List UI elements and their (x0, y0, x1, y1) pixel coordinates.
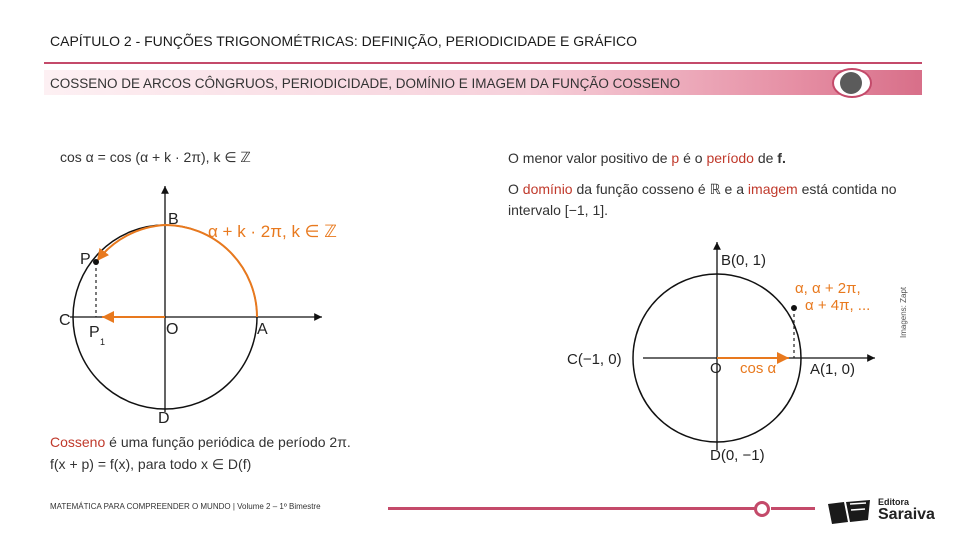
domain-text-a: O (508, 181, 523, 197)
subtitle-dot-decoration (840, 72, 862, 94)
footer-line-right (771, 507, 815, 510)
right-point (791, 305, 797, 311)
left-label-a: A (257, 321, 268, 338)
footer-text: MATEMÁTICA PARA COMPREENDER O MUNDO | Volume 2 – 1º Bimestre (50, 502, 321, 511)
left-label-b: B (168, 211, 179, 228)
period-text-a: O menor valor positivo de (508, 150, 672, 166)
right-angle-label-line1: α, α + 2π, (795, 280, 861, 297)
domain-text-c: está contida no intervalo [−1, 1]. (508, 181, 897, 218)
left-label-d: D (158, 410, 170, 427)
left-label-p: P (80, 251, 91, 268)
left-label-o: O (166, 321, 179, 338)
period-text-b: é o (679, 150, 707, 166)
period-f: f. (777, 150, 786, 166)
right-label-d: D(0, −1) (710, 447, 765, 464)
left-label-p1: P (89, 324, 100, 341)
chapter-title: CAPÍTULO 2 - FUNÇÕES TRIGONOMÉTRICAS: DEFINIÇÃO, PERIODICIDADE E GRÁFICO (50, 33, 638, 49)
left-arc-label: α + k · 2π, k ∈ ℤ (208, 222, 337, 241)
period-definition (508, 148, 786, 169)
publisher-logo (826, 494, 944, 528)
left-bottom-text (50, 431, 351, 475)
logo-saraiva: Saraiva (878, 506, 935, 523)
periodic-statement (50, 431, 351, 453)
left-unit-circle-figure (50, 182, 370, 462)
right-label-a: A(1, 0) (810, 361, 856, 378)
image-credit: Imagens: Zapt (899, 286, 908, 338)
left-point-p (93, 259, 99, 265)
right-unit-circle-figure (565, 238, 910, 468)
right-label-b: B(0, 1) (721, 252, 767, 269)
period-p: p (671, 150, 680, 166)
right-label-c: C(−1, 0) (567, 351, 622, 368)
book-icon (826, 496, 872, 526)
footer-ring-decoration (754, 501, 770, 517)
domain-text-b: da função cosseno é ℝ e a (572, 181, 748, 197)
periodo-keyword: período (706, 150, 754, 166)
footer-line (388, 507, 755, 510)
left-label-p1-sub: 1 (100, 337, 106, 347)
dominio-keyword: domínio (522, 181, 573, 197)
logo-editora: Editora (878, 497, 910, 507)
left-label-c: C (59, 312, 71, 329)
cosseno-keyword: Cosseno (50, 434, 106, 450)
imagem-keyword: imagem (747, 181, 798, 197)
subtitle-bar (44, 70, 922, 95)
periodicity-equation: f(x + p) = f(x), para todo x ∈ D(f) (50, 456, 252, 472)
right-label-o: O (710, 360, 722, 377)
right-label-cos: cos α (740, 360, 777, 377)
domain-image-statement (508, 179, 898, 221)
periodic-statement-rest: é uma função periódica de período 2π. (105, 434, 351, 450)
right-angle-label-line2: α + 4π, ... (805, 297, 871, 314)
congruence-formula: cos α = cos (α + k · 2π), k ∈ ℤ (60, 149, 251, 165)
title-rule (44, 62, 922, 64)
subtitle-text: COSSENO DE ARCOS CÔNGRUOS, PERIODICIDADE, DOMÍNIO E IMAGEM DA FUNÇÃO COSSENO (50, 76, 681, 91)
period-text-c: de (753, 150, 778, 166)
